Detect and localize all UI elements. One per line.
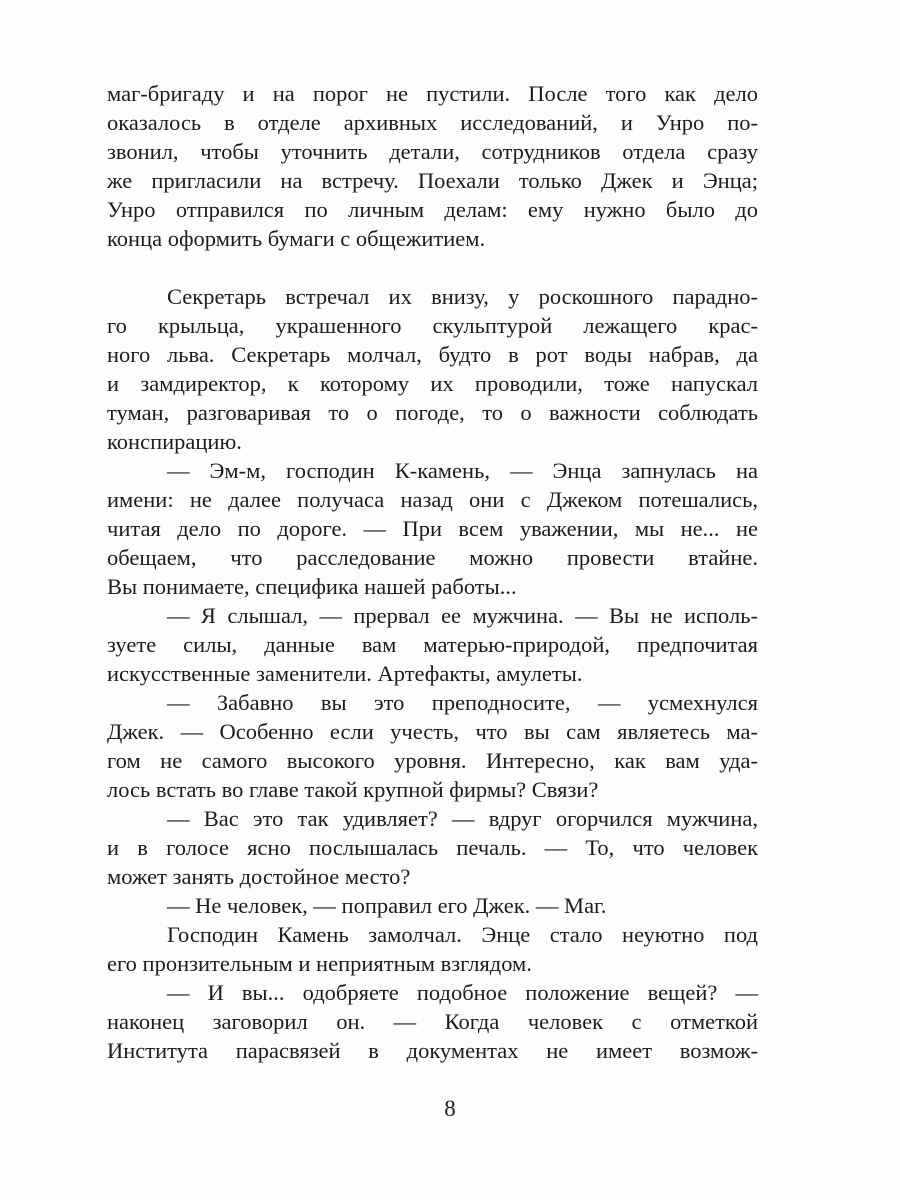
text-line: зуете силы, данные вам матерью-природой, предпочитая (107, 632, 758, 657)
text-line: ного льва. Секретарь молчал, будто в рот воды набрав, да (107, 342, 758, 367)
text-line: конспирацию. (107, 429, 242, 454)
text-line: оказалось в отделе архивных исследований, и Унро по- (107, 110, 758, 135)
text-line: его пронзительным и неприятным взглядом. (107, 951, 532, 976)
text-line: го крыльца, украшенного скульптурой лежащего крас- (107, 313, 758, 338)
text-line: и в голосе ясно послышалась печаль. — То, что человек (107, 835, 758, 860)
text-line: обещаем, что расследование можно провести втайне. (107, 545, 758, 570)
paragraph (107, 79, 758, 253)
text-line: звонил, чтобы уточнить детали, сотрудников отдела сразу (107, 139, 758, 164)
text-block (107, 79, 758, 1065)
text-line: же пригласили на встречу. Поехали только Джек и Энца; (107, 168, 758, 193)
paragraph (107, 804, 758, 891)
text-line: Господин Камень замолчал. Энце стало неуютно под (167, 922, 758, 947)
text-line: лось встать во главе такой крупной фирмы? Связи? (107, 777, 599, 802)
paragraph (107, 456, 758, 601)
text-line: — И вы... одобряете подобное положение вещей? — (167, 980, 758, 1005)
text-line: — Я слышал, — прервал ее мужчина. — Вы не исполь- (167, 603, 758, 628)
text-line: Института парасвязей в документах не имеет возмож- (107, 1038, 758, 1063)
text-line: Джек. — Особенно если учесть, что вы сам являетесь ма- (107, 719, 758, 744)
text-line: гом не самого высокого уровня. Интересно, как вам уда- (107, 748, 758, 773)
text-line: — Забавно вы это преподносите, — усмехнулся (167, 690, 758, 715)
paragraph (107, 282, 758, 456)
text-line: — Вас это так удивляет? — вдруг огорчился мужчина, (167, 806, 758, 831)
text-line: маг-бригаду и на порог не пустили. После того как дело (107, 81, 758, 106)
text-line: — Эм-м, господин К-камень, — Энца запнулась на (167, 458, 758, 483)
text-line: может занять достойное место? (107, 864, 411, 889)
text-line: и замдиректор, к которому их проводили, тоже напускал (107, 371, 758, 396)
paragraph (107, 601, 758, 688)
text-line: — Не человек, — поправил его Джек. — Маг. (167, 893, 607, 918)
text-line: Вы понимаете, специфика нашей работы... (107, 574, 517, 599)
text-line: искусственные заменители. Артефакты, амулеты. (107, 661, 583, 686)
text-line: Унро отправился по личным делам: ему нужно было до (107, 197, 758, 222)
text-line: конца оформить бумаги с общежитием. (107, 226, 486, 251)
text-line: Секретарь встречал их внизу, у роскошного парадно- (167, 284, 758, 309)
paragraph (107, 891, 758, 920)
paragraph (107, 978, 758, 1065)
paragraph (107, 688, 758, 804)
paragraph (107, 920, 758, 978)
text-line: туман, разговаривая то о погоде, то о важности соблюдать (107, 400, 758, 425)
page-number: 8 (444, 1096, 456, 1121)
text-line: наконец заговорил он. — Когда человек с отметкой (107, 1009, 758, 1034)
text-line: читая дело по дороге. — При всем уважении, мы не... не (107, 516, 758, 541)
text-line: имени: не далее получаса назад они с Джеком потешались, (107, 487, 758, 512)
